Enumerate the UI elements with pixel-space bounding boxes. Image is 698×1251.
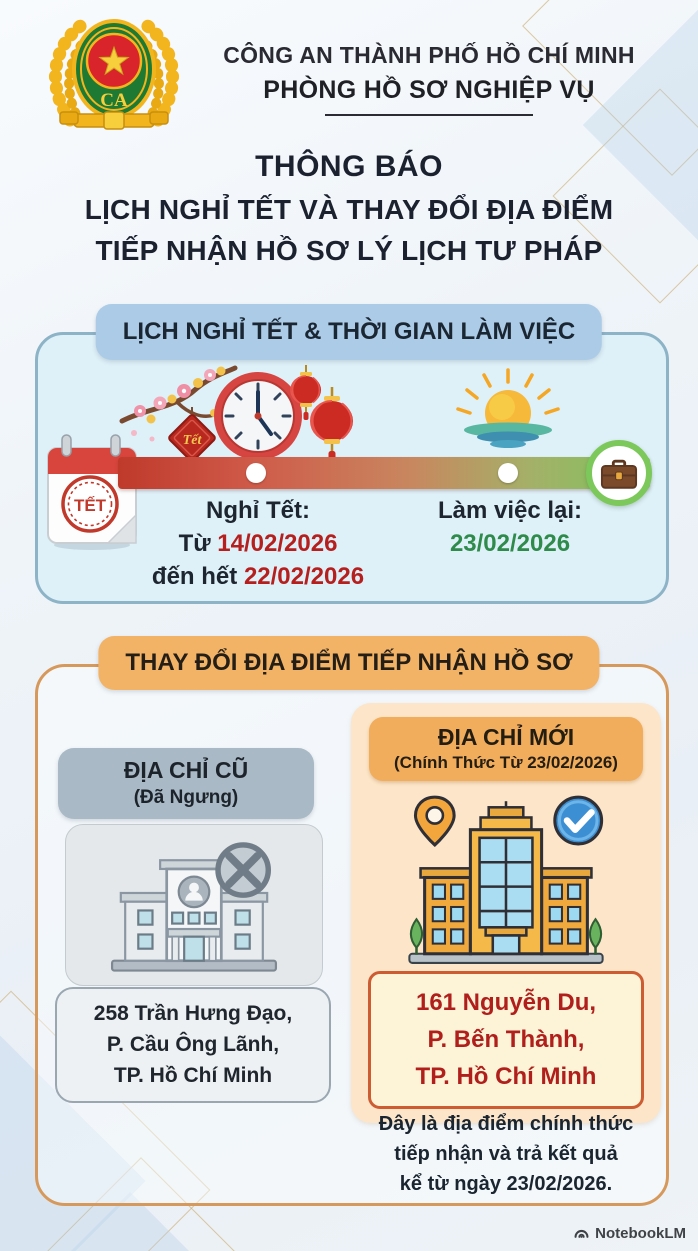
watermark-label: NotebookLM: [595, 1225, 686, 1242]
old-address-pill: [58, 748, 314, 819]
new-building-icon: [391, 789, 621, 967]
header-underline: [325, 114, 533, 116]
new-address-panel: [351, 703, 661, 1123]
new-address-subtitle: (Chính Thức Từ 23/02/2026): [394, 753, 618, 772]
timeline-dot-resume: [498, 463, 518, 483]
resume-date: 23/02/2026: [449, 530, 571, 557]
svg-text:CA: CA: [100, 90, 128, 111]
old-address-line3: TP. Hồ Chí Minh: [113, 1064, 273, 1087]
location-pin-icon: [415, 797, 454, 845]
holiday-label: Nghỉ Tết:: [206, 497, 310, 524]
holiday-from-date: 14/02/2026: [217, 530, 338, 557]
new-address-box: [368, 971, 644, 1109]
relocation-heading-pill: THAY ĐỔI ĐỊA ĐIỂM TIẾP NHẬN HỒ SƠ: [98, 636, 599, 690]
tet-stamp-label: TẾT: [73, 496, 107, 515]
title-line1: THÔNG BÁO: [255, 150, 443, 183]
police-emblem-icon: [44, 14, 184, 136]
new-address-pill: [369, 717, 643, 781]
schedule-heading-pill: LỊCH NGHỈ TẾT & THỜI GIAN LÀM VIỆC: [96, 304, 602, 360]
old-address-title: ĐỊA CHỈ CŨ: [123, 757, 249, 783]
closed-x-icon: [218, 845, 268, 895]
new-address-line3: TP. Hồ Chí Minh: [415, 1063, 597, 1090]
tree-icon: [411, 919, 422, 947]
holiday-to: đến hết 22/02/2026: [151, 563, 365, 590]
org-name: CÔNG AN THÀNH PHỐ HỒ CHÍ MINH: [223, 42, 635, 68]
check-badge-icon: [555, 797, 602, 844]
holiday-from: Từ 14/02/2026: [178, 530, 338, 557]
title-line3: TIẾP NHẬN HỒ SƠ LÝ LỊCH TƯ PHÁP: [95, 235, 603, 266]
holiday-to-date: 22/02/2026: [243, 563, 365, 590]
timeline-bar: [118, 457, 650, 489]
new-address-line2: P. Bến Thành,: [427, 1026, 585, 1053]
new-address-note: Đây là địa điểm chính thức tiếp nhận và trả kết quả kể từ ngày 23/02/2026.: [378, 1113, 634, 1195]
title-line2: LỊCH NGHỈ TẾT VÀ THAY ĐỔI ĐỊA ĐIỂM: [84, 194, 614, 225]
resume-info: [390, 494, 630, 560]
org-header: [196, 42, 662, 116]
dept-name: PHÒNG HỒ SƠ NGHIỆP VỤ: [263, 76, 595, 104]
new-address-line1: 161 Nguyễn Du,: [415, 989, 597, 1016]
timeline-dot-holiday: [246, 463, 266, 483]
old-address-line2: P. Cầu Ông Lãnh,: [106, 1033, 280, 1056]
briefcase-icon: [600, 457, 638, 490]
resume-label: Làm việc lại:: [437, 497, 583, 524]
old-address-line1: 258 Trần Hưng Đạo,: [93, 1002, 293, 1025]
holiday-info: [126, 494, 390, 593]
old-building-panel: [65, 824, 323, 986]
new-address-title: ĐỊA CHỈ MỚI: [437, 724, 575, 750]
schedule-card: [35, 332, 669, 604]
lantern-icon-large: [306, 387, 358, 465]
old-address-subtitle: (Đã Ngưng): [133, 787, 239, 808]
sunrise-icon: [450, 368, 566, 454]
tag-label: Tết: [182, 433, 202, 448]
announcement-title: [0, 150, 698, 267]
old-address-box: [55, 987, 331, 1103]
old-building-icon: [99, 834, 289, 976]
notebooklm-watermark: [573, 1225, 686, 1242]
relocation-card: [35, 664, 669, 1206]
notebooklm-logo-icon: [573, 1225, 590, 1242]
tree-icon: [590, 919, 601, 947]
